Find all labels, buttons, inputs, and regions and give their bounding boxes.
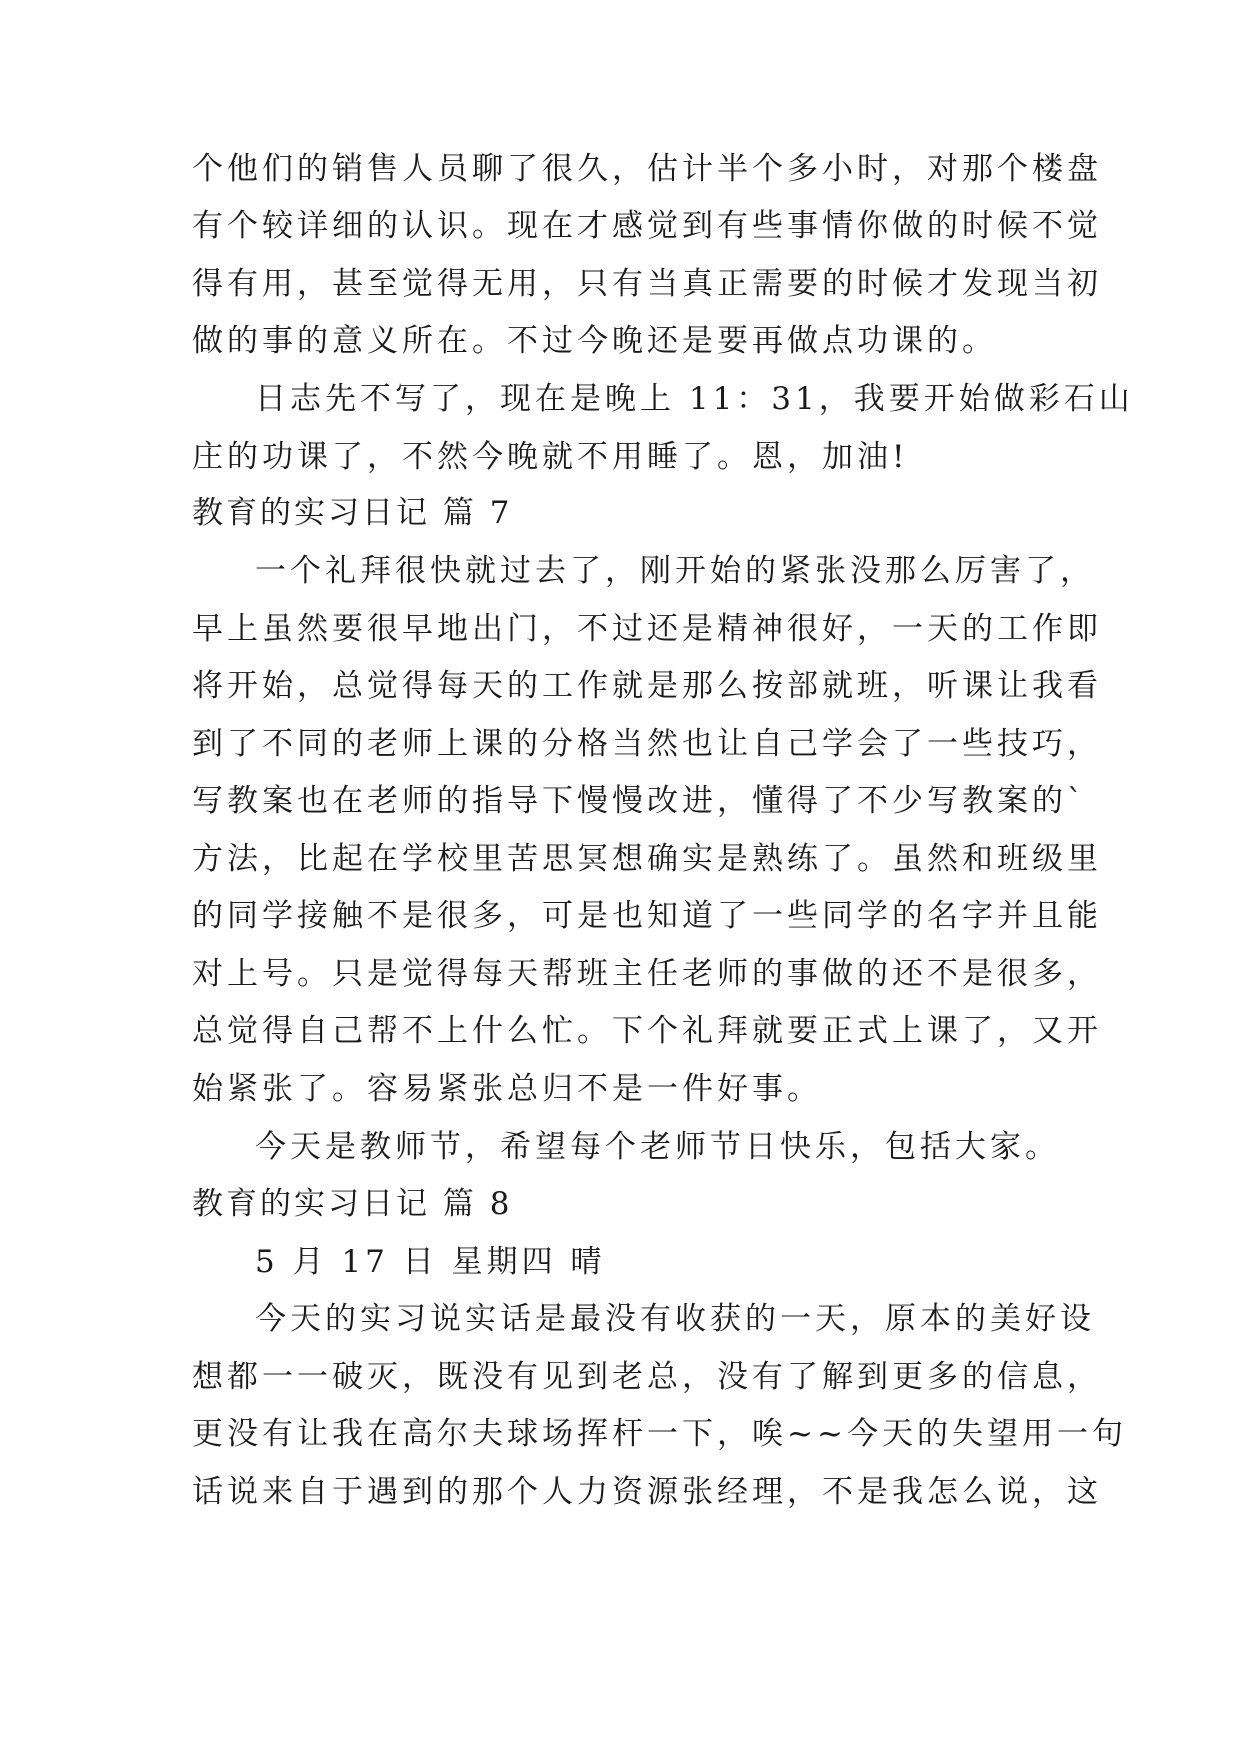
paragraph-line: 将开始，总觉得每天的工作就是那么按部就班，听课让我看 <box>192 668 1102 704</box>
paragraph-line: 写教案也在老师的指导下慢慢改进，懂得了不少写教案的` <box>192 783 1087 819</box>
paragraph-line: 对上号。只是觉得每天帮班主任老师的事做的还不是很多， <box>192 956 1102 992</box>
paragraph-line: 做的事的意义所在。不过今晚还是要再做点功课的。 <box>192 323 997 359</box>
paragraph-line: 一个礼拜很快就过去了，刚开始的紧张没那么厉害了， <box>255 553 1095 589</box>
paragraph-line: 得有用，甚至觉得无用，只有当真正需要的时候才发现当初 <box>192 266 1102 302</box>
paragraph-line: 有个较详细的认识。现在才感觉到有些事情你做的时候不觉 <box>192 208 1102 244</box>
paragraph-line: 个他们的销售人员聊了很久，估计半个多小时，对那个楼盘 <box>192 151 1102 187</box>
paragraph-line: 方法，比起在学校里苦思冥想确实是熟练了。虽然和班级里 <box>192 841 1102 877</box>
paragraph-line: 到了不同的老师上课的分格当然也让自己学会了一些技巧， <box>192 726 1102 762</box>
paragraph-line: 今天是教师节，希望每个老师节日快乐，包括大家。 <box>255 1129 1060 1165</box>
paragraph-line: 早上虽然要很早地出门，不过还是精神很好，一天的工作即 <box>192 611 1102 647</box>
section-heading: 教育的实习日记 篇 7 <box>192 495 513 531</box>
paragraph-line: 的同学接触不是很多，可是也知道了一些同学的名字并且能 <box>192 898 1102 934</box>
paragraph-line: 庄的功课了，不然今晚就不用睡了。恩，加油! <box>192 439 909 475</box>
date-line: 5 月 17 日 星期四 晴 <box>255 1244 606 1280</box>
paragraph-line: 话说来自于遇到的那个人力资源张经理，不是我怎么说，这 <box>192 1474 1102 1510</box>
paragraph-line: 更没有让我在高尔夫球场挥杆一下，唉~~今天的失望用一句 <box>192 1416 1127 1452</box>
paragraph-line: 总觉得自己帮不上什么忙。下个礼拜就要正式上课了，又开 <box>192 1013 1102 1049</box>
section-heading: 教育的实习日记 篇 8 <box>192 1186 513 1222</box>
paragraph-line: 日志先不写了，现在是晚上 11：31，我要开始做彩石山 <box>255 381 1134 417</box>
paragraph-line: 想都一一破灭，既没有见到老总，没有了解到更多的信息， <box>192 1359 1102 1395</box>
paragraph-line: 今天的实习说实话是最没有收获的一天，原本的美好设 <box>255 1301 1095 1337</box>
paragraph-line: 始紧张了。容易紧张总归不是一件好事。 <box>192 1071 822 1107</box>
